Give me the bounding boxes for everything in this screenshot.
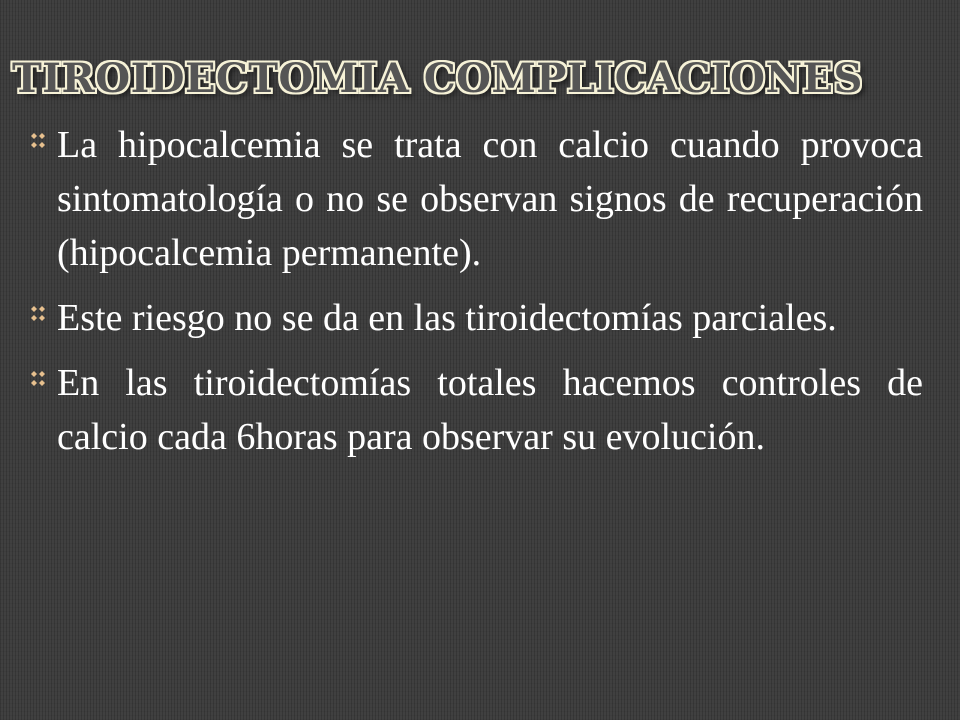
bullet-item (30, 356, 923, 464)
diamond-bullet-icon (30, 306, 46, 322)
diamond-bullet-icon (30, 371, 46, 387)
slide-title: TIROIDECTOMIA COMPLICACIONES (12, 55, 863, 102)
bullet-text: La hipocalcemia se trata con calcio cuando provoca sintomatología o no se observan signos de recuperación (hipocalcemia permanente). (57, 124, 923, 274)
bullet-text: Este riesgo no se da en las tiroidectomías parciales. (57, 297, 837, 339)
bullet-item (30, 291, 923, 345)
bullet-list (30, 118, 923, 475)
bullet-item (30, 118, 923, 280)
bullet-text: En las tiroidectomías totales hacemos controles de calcio cada 6horas para observar su evolución. (57, 362, 923, 458)
diamond-bullet-icon (30, 133, 46, 149)
